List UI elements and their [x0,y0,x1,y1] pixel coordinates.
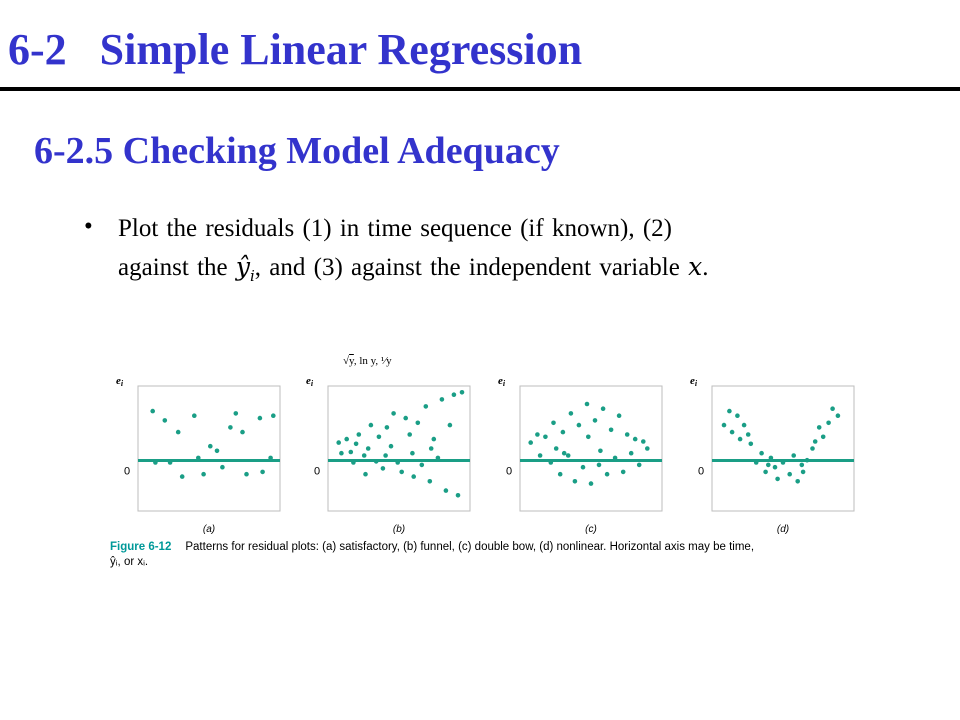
residual-point [196,456,201,461]
residual-panel-d [684,370,864,540]
residual-point [773,465,778,470]
y-axis-label: ei [116,375,124,388]
residual-point [810,446,815,451]
residual-panel-a [110,370,290,540]
residual-point [432,437,437,442]
residual-point [357,432,362,437]
residual-point [389,444,394,449]
residual-point [411,474,416,479]
residual-point [549,460,554,465]
residual-point [395,460,400,465]
residual-point [561,430,566,435]
residual-point [215,449,220,454]
residual-point [730,430,735,435]
residual-point [801,470,806,475]
residual-point [448,423,453,428]
residual-point [569,411,574,416]
residual-point [428,479,433,484]
residual-point [735,413,740,418]
residual-point [562,451,567,456]
y-axis-label: ei [498,375,506,388]
residual-point [821,435,826,440]
residual-point [234,411,239,416]
residual-plot-svg [300,370,480,540]
residual-point [456,493,461,498]
section-heading: 6-2.5 Checking Model Adequacy [34,130,560,172]
residual-point [597,463,602,468]
residual-point [609,428,614,433]
residual-point [271,413,276,418]
residual-point [366,446,371,451]
residual-point [593,418,598,423]
residual-point [805,458,810,463]
residual-point [543,435,548,440]
residual-point [742,423,747,428]
residual-point [176,430,181,435]
residual-point [201,472,206,477]
residual-point [535,432,540,437]
residual-point [385,425,390,430]
bullet-text: Plot the residuals (1) in time sequence (if known), (2) against the $ŷ_i$, and (3) against the independent variable x. [118,215,709,285]
residual-point [633,437,638,442]
residual-point [551,421,556,426]
residual-plot-svg [684,370,864,540]
residual-plot-svg [110,370,290,540]
residual-point [460,390,465,395]
residual-point [452,392,457,397]
residual-point [168,460,173,465]
residual-point [554,446,559,451]
residual-point [444,488,449,493]
residual-point [617,413,622,418]
residual-point [416,421,421,426]
residual-point [538,453,543,458]
residual-point [192,413,197,418]
residual-point [344,437,349,442]
residual-point [645,446,650,451]
residual-point [258,416,263,421]
residual-point [787,472,792,477]
residual-point [727,409,732,414]
y-axis-label: ei [690,375,698,388]
residual-point [746,432,751,437]
residual-point [240,430,245,435]
residual-point [163,418,168,423]
residual-point [339,451,344,456]
plot-frame [520,386,662,511]
residual-point [830,406,835,411]
figure-label: Figure 6-12 [110,541,172,553]
residual-point [351,460,356,465]
residual-point [528,440,533,445]
plot-frame [712,386,854,511]
residual-point [558,472,563,477]
panel-label: (b) [392,524,406,535]
residual-point [586,435,591,440]
transform-note: √y, ln y, ¹⁄y [343,355,392,367]
residual-point [362,453,367,458]
residual-point [836,413,841,418]
residual-point [641,439,646,444]
residual-panel-b [300,370,480,540]
residual-point [410,451,415,456]
bullet-line-1: Plot the residuals (1) in time sequence (if known), (2) [118,215,672,242]
residual-point [573,479,578,484]
residual-point [813,439,818,444]
residual-point [208,444,213,449]
zero-label: 0 [314,465,321,478]
residual-point [577,423,582,428]
bullet-marker: • [84,213,93,240]
residual-point [228,425,233,430]
residual-point [153,460,158,465]
residual-point [738,437,743,442]
residual-point [420,463,425,468]
plot-frame [138,386,280,511]
residual-point [581,465,586,470]
yhat-symbol: $ŷ_i$ [235,252,255,285]
residual-point [605,472,610,477]
residual-point [399,470,404,475]
plot-frame [328,386,470,511]
residual-point [180,474,185,479]
residual-point [244,472,249,477]
panel-label: (c) [585,524,597,535]
caption-text: Patterns for residual plots: (a) satisfactory, (b) funnel, (c) double bow, (d) nonlinear. Horizontal axis may be time, [185,541,755,553]
residual-point [795,479,800,484]
x-variable: x [688,252,703,281]
residual-point [429,446,434,451]
figure-caption [110,540,850,570]
residual-panel-c [492,370,672,540]
y-axis-label: ei [306,375,314,388]
title-divider [0,87,960,91]
residual-point [637,463,642,468]
residual-point [424,404,429,409]
residual-point [354,442,359,447]
residual-point [440,397,445,402]
residual-point [621,470,626,475]
residual-point [775,477,780,482]
slide-title: 6-2 Simple Linear Regression [8,25,583,74]
residual-point [722,423,727,428]
residual-point [391,411,396,416]
residual-point [791,453,796,458]
residual-point [613,456,618,461]
residual-point [826,421,831,426]
bullet-line-2-start: against the [118,254,236,281]
residual-point [383,453,388,458]
residual-point [349,450,354,455]
residual-point [566,453,571,458]
residual-point [336,440,341,445]
residual-point [589,481,594,486]
bullet-line-2-mid: , and (3) against the independent variable [254,254,689,281]
residual-point [377,435,382,440]
panel-label: (a) [202,524,216,535]
residual-point [363,472,368,477]
residual-point [625,432,630,437]
residual-plot-svg [492,370,672,540]
residual-point [403,416,408,421]
residual-point [150,409,155,414]
residual-point [800,463,805,468]
residual-point [598,449,603,454]
residual-point [260,470,265,475]
residual-point [749,442,754,447]
residual-point [769,456,774,461]
residual-point [407,432,412,437]
residual-point [220,465,225,470]
caption-text-line2: ŷᵢ, or xᵢ. [110,556,149,568]
residual-point [585,402,590,407]
residual-point [381,466,386,471]
residual-point [817,425,822,430]
residual-point [436,456,441,461]
residual-point [781,460,786,465]
residual-point [766,463,771,468]
panel-label: (d) [776,524,790,535]
zero-label: 0 [124,465,131,478]
residual-point [374,459,379,464]
zero-label: 0 [506,465,513,478]
residual-point [629,451,634,456]
residual-point [268,456,273,461]
residual-point [763,470,768,475]
residual-point [754,460,759,465]
residual-point [601,406,606,411]
residual-point [369,423,374,428]
zero-label: 0 [698,465,705,478]
residual-point [759,451,764,456]
